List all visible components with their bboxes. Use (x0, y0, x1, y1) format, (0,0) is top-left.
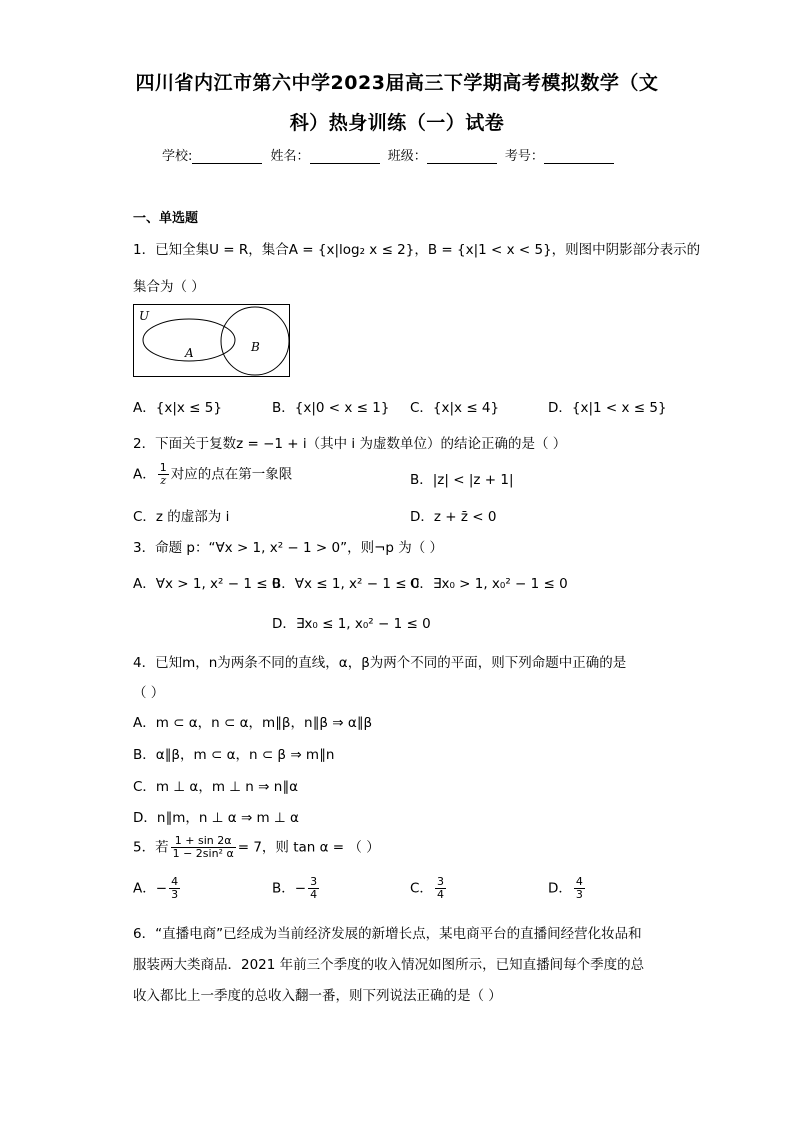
q2-option-a-text: 对应的点在第一象限 (170, 466, 293, 483)
q5-option-c-num: 3 (436, 875, 444, 888)
q5-option-d-num: 4 (575, 875, 583, 888)
q5-frac-den: 1 − 2sin² α (172, 847, 234, 860)
name-blank[interactable] (310, 151, 380, 164)
q5-prefix: 5．若 (133, 839, 169, 856)
universal-set-box (134, 305, 290, 377)
q6-stem-line2: 服装两大类商品．2021 年前三个季度的收入情况如图所示，已知直播间每个季度的总 (133, 957, 645, 973)
q2-stem: 2．下面关于复数z = −1 + i（其中 i 为虚数单位）的结论正确的是（ ） (133, 436, 567, 452)
q5-option-d-fraction (574, 876, 585, 901)
q5-option-b-den: 4 (310, 888, 318, 901)
q3-option-c[interactable]: C．∃x₀ > 1, x₀² − 1 ≤ 0 (410, 576, 568, 592)
q5-option-c-den: 4 (436, 888, 444, 901)
q2-frac-num: 1 (159, 461, 167, 474)
q2-option-d[interactable]: D．z + z̄ < 0 (410, 509, 497, 525)
q4-stem-line1: 4．已知m，n为两条不同的直线，α，β为两个不同的平面，则下列命题中正确的是 (133, 655, 627, 671)
exam-number-blank[interactable] (544, 151, 614, 164)
student-info-row (162, 145, 618, 164)
q5-option-a-fraction (169, 876, 180, 901)
q5-option-d-den: 3 (575, 888, 583, 901)
q4-stem-line2: （ ） (133, 685, 165, 701)
class-label: 班级： (387, 149, 427, 164)
q4-option-a[interactable]: A．m ⊂ α，n ⊂ α，m∥β，n∥β ⇒ α∥β (133, 715, 373, 731)
venn-label-b: B (251, 340, 260, 354)
q4-option-d[interactable]: D．n∥m，n ⊥ α ⇒ m ⊥ α (133, 810, 299, 826)
q5-option-a-num: 4 (171, 875, 179, 888)
q5-option-b[interactable] (272, 876, 321, 901)
venn-label-a: A (185, 346, 194, 360)
school-label: 学校: (162, 149, 193, 164)
q5-option-b-fraction (308, 876, 319, 901)
q5-suffix: = 7，则 tan α = （ ） (237, 839, 380, 856)
venn-label-u: U (139, 309, 150, 323)
exam-title-line2: 科）热身训练（一）试卷 (289, 112, 505, 134)
exam-number-label: 考号： (504, 149, 544, 164)
q5-option-a[interactable] (133, 876, 182, 901)
q1-stem-line1: 1．已知全集U = R，集合A = {x|log₂ x ≤ 2}，B = {x|1 < x < 5}，则图中阴影部分表示的 (133, 242, 701, 258)
q3-stem: 3．命题 p：“∀x > 1, x² − 1 > 0”，则¬p 为（ ） (133, 540, 444, 556)
q1-option-d[interactable]: D．{x|1 < x ≤ 5} (548, 400, 667, 416)
q5-option-a-label: A． (133, 880, 156, 897)
q5-option-b-num: 3 (310, 875, 318, 888)
q2-option-a-label: A． (133, 466, 156, 483)
section-heading: 一、单选题 (133, 211, 199, 226)
q2-frac-den: z (160, 474, 167, 487)
q5-option-a-den: 3 (171, 888, 179, 901)
q1-option-b[interactable]: B．{x|0 < x ≤ 1} (272, 400, 390, 416)
q5-frac-num: 1 + sin 2α (171, 835, 236, 848)
q5-option-d-label: D． (548, 880, 572, 897)
q4-option-b[interactable]: B．α∥β，m ⊂ α，n ⊂ β ⇒ m∥n (133, 747, 335, 763)
q5-fraction (171, 835, 236, 860)
q2-option-a[interactable] (133, 462, 292, 487)
class-blank[interactable] (427, 151, 497, 164)
q3-option-a[interactable]: A．∀x > 1, x² − 1 ≤ 0 (133, 576, 281, 592)
q5-option-c-label: C． (410, 880, 433, 897)
q3-option-d[interactable]: D．∃x₀ ≤ 1, x₀² − 1 ≤ 0 (272, 616, 431, 632)
q1-option-a[interactable]: A．{x|x ≤ 5} (133, 400, 222, 416)
q5-option-d[interactable] (548, 876, 587, 901)
q5-option-a-sign: − (155, 880, 168, 897)
venn-diagram (133, 304, 290, 377)
q5-option-b-sign: − (294, 880, 307, 897)
q1-option-c[interactable]: C．{x|x ≤ 4} (410, 400, 500, 416)
q5-option-c-fraction (435, 876, 446, 901)
q2-option-a-fraction (158, 462, 169, 487)
q3-option-b[interactable]: B．∀x ≤ 1, x² − 1 ≤ 0 (272, 576, 420, 592)
school-blank[interactable] (192, 151, 262, 164)
q5-stem (133, 835, 380, 860)
q2-option-b[interactable]: B．|z| < |z + 1| (410, 472, 514, 488)
q6-stem-line1: 6．“直播电商”已经成为当前经济发展的新增长点，某电商平台的直播间经营化妆品和 (133, 926, 642, 942)
q1-stem-line2: 集合为（ ） (133, 279, 205, 295)
q6-stem-line3: 收入都比上一季度的总收入翻一番，则下列说法正确的是（ ） (133, 988, 502, 1004)
name-label: 姓名： (270, 149, 310, 164)
q5-option-b-label: B． (272, 880, 295, 897)
exam-title-line1: 四川省内江市第六中学2023届高三下学期高考模拟数学（文 (135, 72, 659, 94)
q4-option-c[interactable]: C．m ⊥ α，m ⊥ n ⇒ n∥α (133, 779, 298, 795)
q5-option-c[interactable] (410, 876, 448, 901)
q2-option-c[interactable]: C．z 的虚部为 i (133, 509, 230, 525)
